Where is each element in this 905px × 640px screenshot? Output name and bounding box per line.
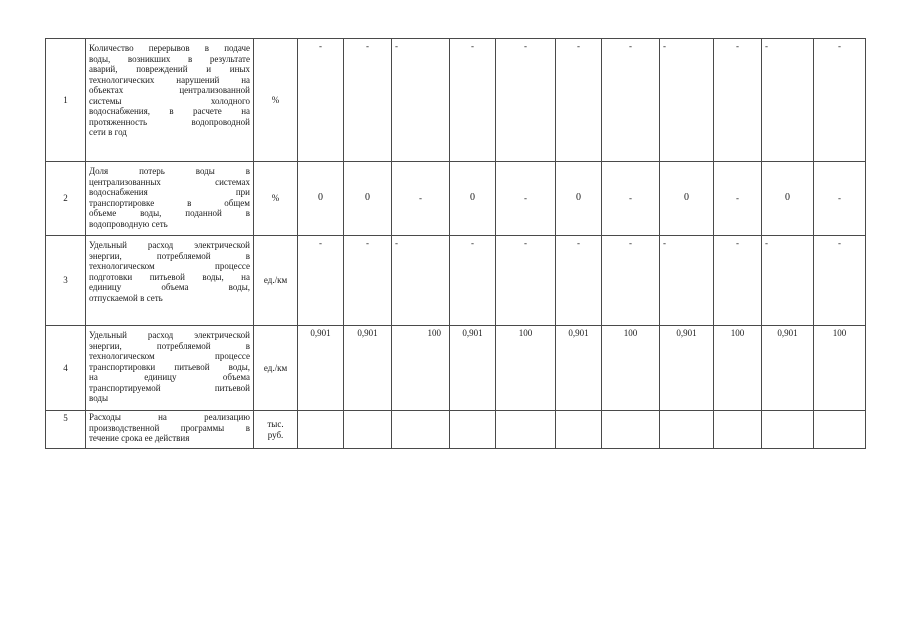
value-cell bbox=[762, 411, 814, 449]
indicator-name-line: производственной программы в bbox=[89, 422, 250, 433]
value-cell: - bbox=[496, 236, 556, 326]
indicator-name-line: объектах централизованной bbox=[89, 85, 250, 95]
value-cell bbox=[344, 411, 392, 449]
value-cell: 0 bbox=[450, 162, 496, 236]
value-cell: - bbox=[298, 236, 344, 326]
indicator-name bbox=[86, 326, 254, 411]
value-cell: - bbox=[392, 39, 450, 162]
indicator-name-line: технологическом процессе bbox=[89, 261, 250, 271]
indicator-name-line: технологическом процессе bbox=[89, 351, 250, 361]
indicator-name-line: энергии, потребляемой в bbox=[89, 250, 250, 261]
indicator-name-line: Расходы на реализацию bbox=[89, 412, 250, 422]
indicator-name-line: централизованных системах bbox=[89, 176, 250, 187]
value-cell: 0,901 bbox=[298, 326, 344, 411]
unit-line: руб. bbox=[267, 429, 284, 440]
unit-cell: ед./км bbox=[254, 326, 298, 411]
table-row bbox=[46, 411, 866, 449]
value-cell: 0 bbox=[298, 162, 344, 236]
value-cell: 0 bbox=[762, 162, 814, 236]
value-cell: - bbox=[814, 162, 866, 236]
value-cell: - bbox=[496, 39, 556, 162]
row-number: 4 bbox=[46, 326, 86, 411]
value-cell: 0,901 bbox=[762, 326, 814, 411]
value-cell: - bbox=[660, 39, 714, 162]
indicator-name-line: подготовки питьевой воды, на bbox=[89, 271, 250, 282]
indicator-name-line: Доля потерь воды в bbox=[89, 166, 250, 176]
value-cell: - bbox=[602, 39, 660, 162]
value-cell bbox=[602, 411, 660, 449]
value-cell: - bbox=[298, 39, 344, 162]
value-cell: - bbox=[392, 236, 450, 326]
indicator-name-line: Удельный расход электрической bbox=[89, 240, 250, 250]
value-cell: 0 bbox=[660, 162, 714, 236]
value-cell bbox=[298, 411, 344, 449]
row-number: 5 bbox=[46, 411, 86, 449]
unit-line: тыс. bbox=[267, 419, 284, 429]
indicator-name-line: сети в год bbox=[89, 127, 127, 137]
indicator-name-line: воды, возникших в результате bbox=[89, 53, 250, 64]
row-number: 2 bbox=[46, 162, 86, 236]
value-cell: - bbox=[344, 236, 392, 326]
indicator-name-line: транспортируемой питьевой bbox=[89, 382, 250, 393]
value-cell: 100 bbox=[392, 326, 450, 411]
value-cell: - bbox=[450, 236, 496, 326]
indicator-name-line: Удельный расход электрической bbox=[89, 330, 250, 340]
indicator-name bbox=[86, 236, 254, 326]
value-cell: - bbox=[496, 162, 556, 236]
row-number: 3 bbox=[46, 236, 86, 326]
unit-cell bbox=[254, 411, 298, 449]
value-cell: - bbox=[814, 236, 866, 326]
value-cell: 100 bbox=[714, 326, 762, 411]
value-cell: - bbox=[714, 39, 762, 162]
indicator-name-line: единицу объема воды, bbox=[89, 282, 250, 292]
value-cell: 0,901 bbox=[660, 326, 714, 411]
value-cell: 100 bbox=[814, 326, 866, 411]
row-number: 1 bbox=[46, 39, 86, 162]
value-cell: - bbox=[450, 39, 496, 162]
value-cell: - bbox=[556, 236, 602, 326]
value-cell: - bbox=[344, 39, 392, 162]
indicator-name-line: течение срока ее действия bbox=[89, 433, 190, 443]
value-cell: 0 bbox=[344, 162, 392, 236]
unit-cell: % bbox=[254, 39, 298, 162]
indicator-name-line: энергии, потребляемой в bbox=[89, 340, 250, 351]
value-cell: 0,901 bbox=[450, 326, 496, 411]
indicator-name-line: водоснабжения, в расчете на bbox=[89, 106, 250, 116]
value-cell: - bbox=[814, 39, 866, 162]
value-cell: 0,901 bbox=[556, 326, 602, 411]
value-cell bbox=[660, 411, 714, 449]
value-cell bbox=[814, 411, 866, 449]
indicator-name-line: аварий, повреждений и иных bbox=[89, 64, 250, 74]
indicator-name-line: отпускаемой в сеть bbox=[89, 292, 163, 303]
indicator-name-line: водопроводную сеть bbox=[89, 218, 168, 229]
unit-cell: % bbox=[254, 162, 298, 236]
table-row bbox=[46, 236, 866, 326]
indicator-name-line: Количество перерывов в подаче bbox=[89, 43, 250, 53]
indicator-name bbox=[86, 411, 254, 449]
indicator-name bbox=[86, 39, 254, 162]
value-cell: 100 bbox=[602, 326, 660, 411]
value-cell: - bbox=[762, 39, 814, 162]
value-cell: - bbox=[714, 236, 762, 326]
value-cell: 0,901 bbox=[344, 326, 392, 411]
value-cell: 100 bbox=[496, 326, 556, 411]
value-cell: - bbox=[762, 236, 814, 326]
indicator-name-line: транспортировке в общем bbox=[89, 197, 250, 208]
value-cell: - bbox=[392, 162, 450, 236]
indicator-name-line: на единицу объема bbox=[89, 372, 250, 382]
value-cell bbox=[496, 411, 556, 449]
table-row bbox=[46, 326, 866, 411]
indicator-name-line: воды bbox=[89, 393, 109, 403]
table-row bbox=[46, 39, 866, 162]
value-cell bbox=[450, 411, 496, 449]
unit-cell: ед./км bbox=[254, 236, 298, 326]
value-cell: - bbox=[556, 39, 602, 162]
indicator-name bbox=[86, 162, 254, 236]
value-cell: - bbox=[602, 162, 660, 236]
value-cell: - bbox=[714, 162, 762, 236]
indicator-name-line: протяженность водопроводной bbox=[89, 116, 250, 127]
indicator-name-line: объеме воды, поданной в bbox=[89, 208, 250, 218]
value-cell bbox=[714, 411, 762, 449]
indicator-name-line: водоснабжения при bbox=[89, 187, 250, 197]
indicators-table bbox=[45, 38, 866, 449]
indicator-name-line: транспортировки питьевой воды, bbox=[89, 361, 250, 372]
table-row bbox=[46, 162, 866, 236]
value-cell bbox=[392, 411, 450, 449]
indicator-name-line: технологических нарушений на bbox=[89, 74, 250, 85]
value-cell: - bbox=[660, 236, 714, 326]
value-cell: 0 bbox=[556, 162, 602, 236]
indicator-name-line: системы холодного bbox=[89, 95, 250, 106]
value-cell: - bbox=[602, 236, 660, 326]
value-cell bbox=[556, 411, 602, 449]
